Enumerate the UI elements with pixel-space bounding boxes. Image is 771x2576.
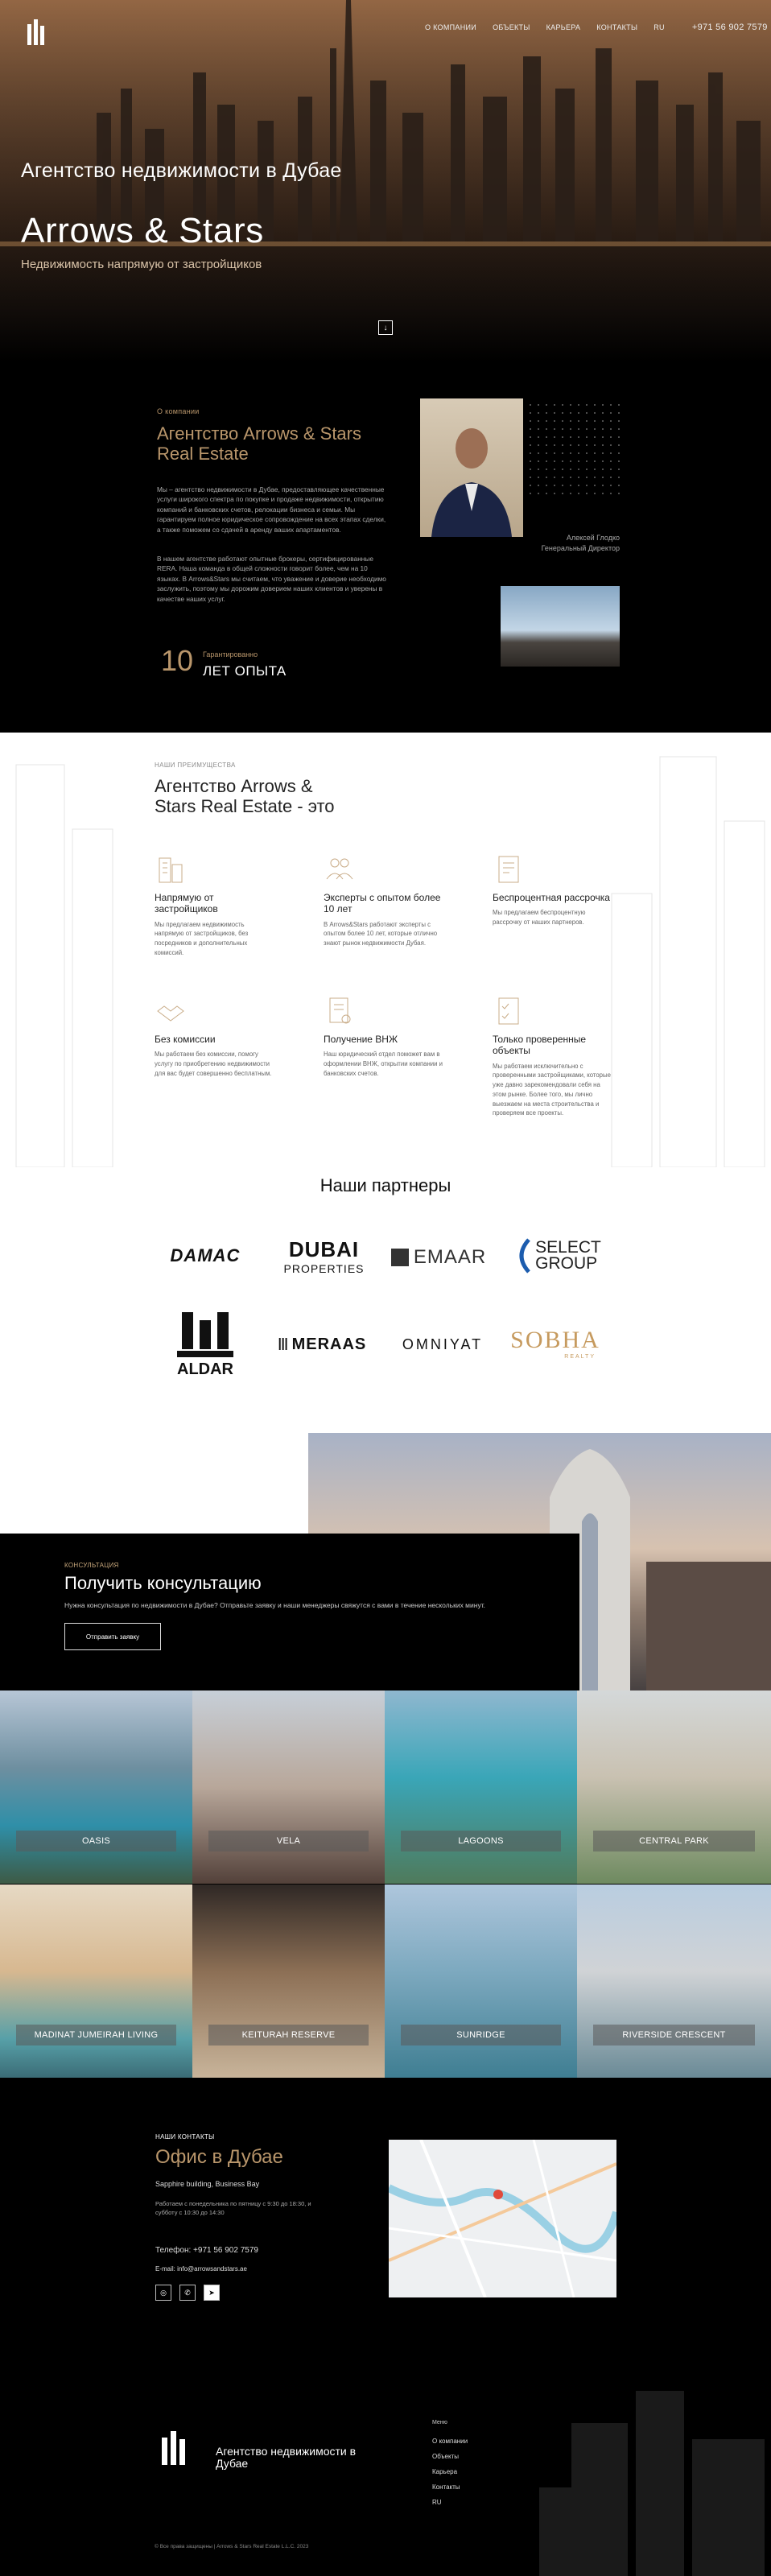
send-request-button[interactable]: Отправить заявку <box>64 1623 161 1650</box>
advantage-text: В Arrows&Stars работают эксперты с опытом более 10 лет, которые отлично знают рынок недвижимости Дубая. <box>324 920 438 947</box>
handshake-icon <box>155 995 187 1027</box>
advantage-item <box>324 853 493 974</box>
installment-icon <box>493 853 525 886</box>
contacts-section <box>0 2079 771 2326</box>
hero-subtitle: Недвижимость напрямую от застройщиков <box>21 258 262 271</box>
top-nav <box>425 23 768 32</box>
footer-link-about[interactable]: О компании <box>432 2438 468 2445</box>
advantage-item <box>493 995 637 1118</box>
building-icon <box>155 853 187 886</box>
project-label: SUNRIDGE <box>401 2025 561 2046</box>
omniyat-logo[interactable] <box>390 1328 495 1360</box>
years-small-label: Гарантированно <box>203 650 258 658</box>
director-name: Алексей Глодко <box>566 534 620 542</box>
advantage-text: Мы работаем исключительно с проверенными застройщиками, которые уже давно зарекомендовали себя на этом рынке. Более того, мы лично выезжаем на места строительства и проверяем все проекты. <box>493 1062 611 1117</box>
group-logo-text: GROUP <box>535 1254 598 1273</box>
tower-silhouette-image <box>539 2391 771 2576</box>
dot-pattern <box>526 401 623 497</box>
map-pin-icon <box>493 2190 503 2199</box>
whatsapp-icon[interactable]: ✆ <box>179 2285 196 2301</box>
project-label: OASIS <box>16 1831 176 1852</box>
footer-brand: Агентство недвижимости в Дубае <box>216 2445 357 2471</box>
project-label: VELA <box>208 1831 369 1852</box>
realty-logo-text: REALTY <box>564 1353 596 1360</box>
select-group-mark-icon <box>513 1238 532 1274</box>
consult-kicker: КОНСУЛЬТАЦИЯ <box>64 1562 119 1569</box>
aldar-mark-icon <box>177 1312 233 1360</box>
social-links <box>155 2285 220 2301</box>
language-selector[interactable]: RU <box>653 23 665 31</box>
contacts-kicker: НАШИ КОНТАКТЫ <box>155 2133 215 2140</box>
projects-section <box>0 1690 771 2079</box>
partners-section <box>0 1167 771 1433</box>
years-big-label: ЛЕТ ОПЫТА <box>203 663 287 679</box>
footer-logo[interactable] <box>157 2428 197 2470</box>
nav-item-objects[interactable]: ОБЪЕКТЫ <box>493 23 530 31</box>
project-card[interactable] <box>192 1885 385 2078</box>
advantage-title: Только проверенные объекты <box>493 1034 587 1057</box>
office-hours: Работаем с понедельника по пятницу с 9:30 до 18:30, и субботу с 10:30 до 14:30 <box>155 2200 311 2217</box>
project-card[interactable] <box>577 1690 771 1884</box>
advantages-grid <box>155 853 637 1118</box>
project-label: KEITURAH RESERVE <box>208 2025 369 2046</box>
advantage-title: Без комиссии <box>155 1034 216 1045</box>
advantage-item <box>493 853 637 974</box>
nav-item-career[interactable]: КАРЬЕРА <box>546 23 581 31</box>
advantage-item <box>155 853 324 974</box>
nav-item-contacts[interactable]: КОНТАКТЫ <box>596 23 638 31</box>
footer-link-contacts[interactable]: Контакты <box>432 2483 460 2491</box>
office-address: Sapphire building, Business Bay <box>155 2180 260 2188</box>
contact-phone[interactable]: Телефон: +971 56 902 7579 <box>155 2246 258 2255</box>
emaar-logo[interactable] <box>386 1241 491 1274</box>
copyright: © Все права защищены | Arrows & Stars Real Estate L.L.C. 2023 <box>155 2544 309 2549</box>
company-logo[interactable] <box>24 16 53 48</box>
project-card[interactable] <box>385 1885 577 2078</box>
footer-language-selector[interactable]: RU <box>432 2499 442 2506</box>
advantage-text: Мы работаем без комиссии, помогу услугу по приобретению недвижимости для вас будет совершенно бесплатным. <box>155 1051 272 1077</box>
about-title: Агентство Arrows & Stars Real Estate <box>157 423 361 464</box>
advantages-title: Агентство Arrows & Stars Real Estate - это <box>155 776 335 817</box>
project-label: MADINAT JUMEIRAH LIVING <box>16 2025 176 2046</box>
consult-text: Нужна консультация по недвижимости в Дубае? Отправьте заявку и наши менеджеры свяжутся с вами в течение нескольких минут. <box>64 1601 486 1609</box>
meraas-logo-text: MERAAS <box>291 1335 367 1353</box>
select-logo-text: SELECT <box>535 1238 601 1257</box>
footer-menu <box>432 2438 468 2506</box>
footer-section <box>0 2326 771 2576</box>
project-card[interactable] <box>0 1690 192 1884</box>
director-photo <box>420 398 523 537</box>
hero-section <box>0 0 771 362</box>
sobha-logo[interactable] <box>499 1319 612 1367</box>
header-phone[interactable]: +971 56 902 7579 <box>691 23 768 32</box>
advantage-title: Беспроцентная рассрочка <box>493 892 610 903</box>
advantage-title: Получение ВНЖ <box>324 1034 398 1045</box>
contact-email[interactable]: E-mail: info@arrowsandstars.ae <box>155 2265 247 2273</box>
properties-logo-text: PROPERTIES <box>283 1261 365 1275</box>
advantages-section <box>0 733 771 1167</box>
advantages-kicker: НАШИ ПРЕИМУЩЕСТВА <box>155 762 236 769</box>
office-photo <box>501 586 620 667</box>
footer-menu-title: Меню <box>432 2420 447 2425</box>
damac-logo[interactable] <box>153 1240 258 1272</box>
nav-item-about[interactable]: О КОМПАНИИ <box>425 23 477 31</box>
about-paragraph-2: В нашем агентстве работают опытные брокеры, сертифицированные RERA. Наша команда в общей сложности говорит более, чем на 10 языках. В Arrows&Stars мы считаем, что уважение и доверие необходимо заслужить, поэтому мы дорожим доверием наших клиентов и уверены в качестве наших услуг. <box>157 555 386 603</box>
emaar-logo-text: EMAAR <box>413 1246 487 1268</box>
partners-title: Наши партнеры <box>320 1175 451 1195</box>
about-paragraph-1: Мы – агентство недвижимости в Дубае, предоставляющее качественные услуги широкого спектра по покупке и продаже недвижимости, открытию компаний и банковских счетов, релокации бизнеса и семьи. Мы гарантируем полное юридическое сопровождение на всех этапах сделки, а также поможем со сдачей в аренду ваших апартаментов. <box>157 485 386 534</box>
select-group-logo[interactable] <box>501 1235 613 1277</box>
advantage-item <box>324 995 493 1118</box>
advantage-text: Мы предлагаем беспроцентную рассрочку от наших партнеров. <box>493 909 586 927</box>
project-card[interactable] <box>385 1690 577 1884</box>
project-label: CENTRAL PARK <box>593 1831 755 1852</box>
director-caption <box>451 533 620 554</box>
consult-title: Получить консультацию <box>64 1573 262 1593</box>
about-section <box>0 362 771 733</box>
omniyat-logo-text: OMNIYAT <box>402 1335 484 1352</box>
hero-title: Агентство недвижимости в Дубае <box>21 159 342 182</box>
emaar-mark-icon <box>391 1249 409 1266</box>
aldar-logo[interactable] <box>161 1301 249 1389</box>
meraas-logo[interactable] <box>270 1328 374 1360</box>
checklist-icon <box>493 995 525 1027</box>
advantage-title: Эксперты с опытом более 10 лет <box>324 892 441 915</box>
project-label: LAGOONS <box>401 1831 561 1852</box>
project-card[interactable] <box>577 1885 771 2078</box>
advantage-text: Наш юридический отдел поможет вам в оформлении ВНЖ, открытии компании и банковских счетов. <box>324 1051 443 1077</box>
project-card[interactable] <box>0 1885 192 2078</box>
instagram-icon[interactable]: ◎ <box>155 2285 171 2301</box>
dubai-properties-logo[interactable] <box>274 1232 374 1280</box>
arrow-down-icon: ↓ <box>383 323 388 332</box>
scroll-down-button[interactable] <box>378 320 393 335</box>
office-map[interactable] <box>389 2140 616 2297</box>
years-number: 10 <box>161 644 194 677</box>
advantage-item <box>155 995 324 1118</box>
footer-link-career[interactable]: Карьера <box>432 2468 458 2475</box>
consultation-box <box>0 1534 579 1690</box>
meraas-mark-icon: Ⅲ <box>277 1335 289 1354</box>
years-text <box>203 650 287 681</box>
dubai-logo-text: DUBAI <box>288 1236 360 1261</box>
consultation-section <box>0 1433 771 1690</box>
experts-icon <box>324 853 356 886</box>
aldar-logo-text: ALDAR <box>177 1360 233 1378</box>
footer-link-objects[interactable]: Объекты <box>432 2453 459 2460</box>
document-icon <box>324 995 356 1027</box>
about-kicker: О компании <box>157 407 200 415</box>
contacts-title: Офис в Дубае <box>155 2146 283 2168</box>
advantage-text: Мы предлагаем недвижимость напрямую от застройщиков, без посредников и дополнительных комиссий. <box>155 920 249 956</box>
hero-brand: Arrows & Stars <box>21 211 264 250</box>
project-label: RIVERSIDE CRESCENT <box>593 2025 755 2046</box>
advantage-title: Напрямую от застройщиков <box>155 892 218 915</box>
damac-logo-text: DAMAC <box>170 1245 241 1265</box>
telegram-icon[interactable]: ➤ <box>204 2285 220 2301</box>
director-role: Генеральный Директор <box>541 544 620 553</box>
project-card[interactable] <box>192 1690 385 1884</box>
sobha-logo-text: SOBHA <box>510 1326 600 1353</box>
